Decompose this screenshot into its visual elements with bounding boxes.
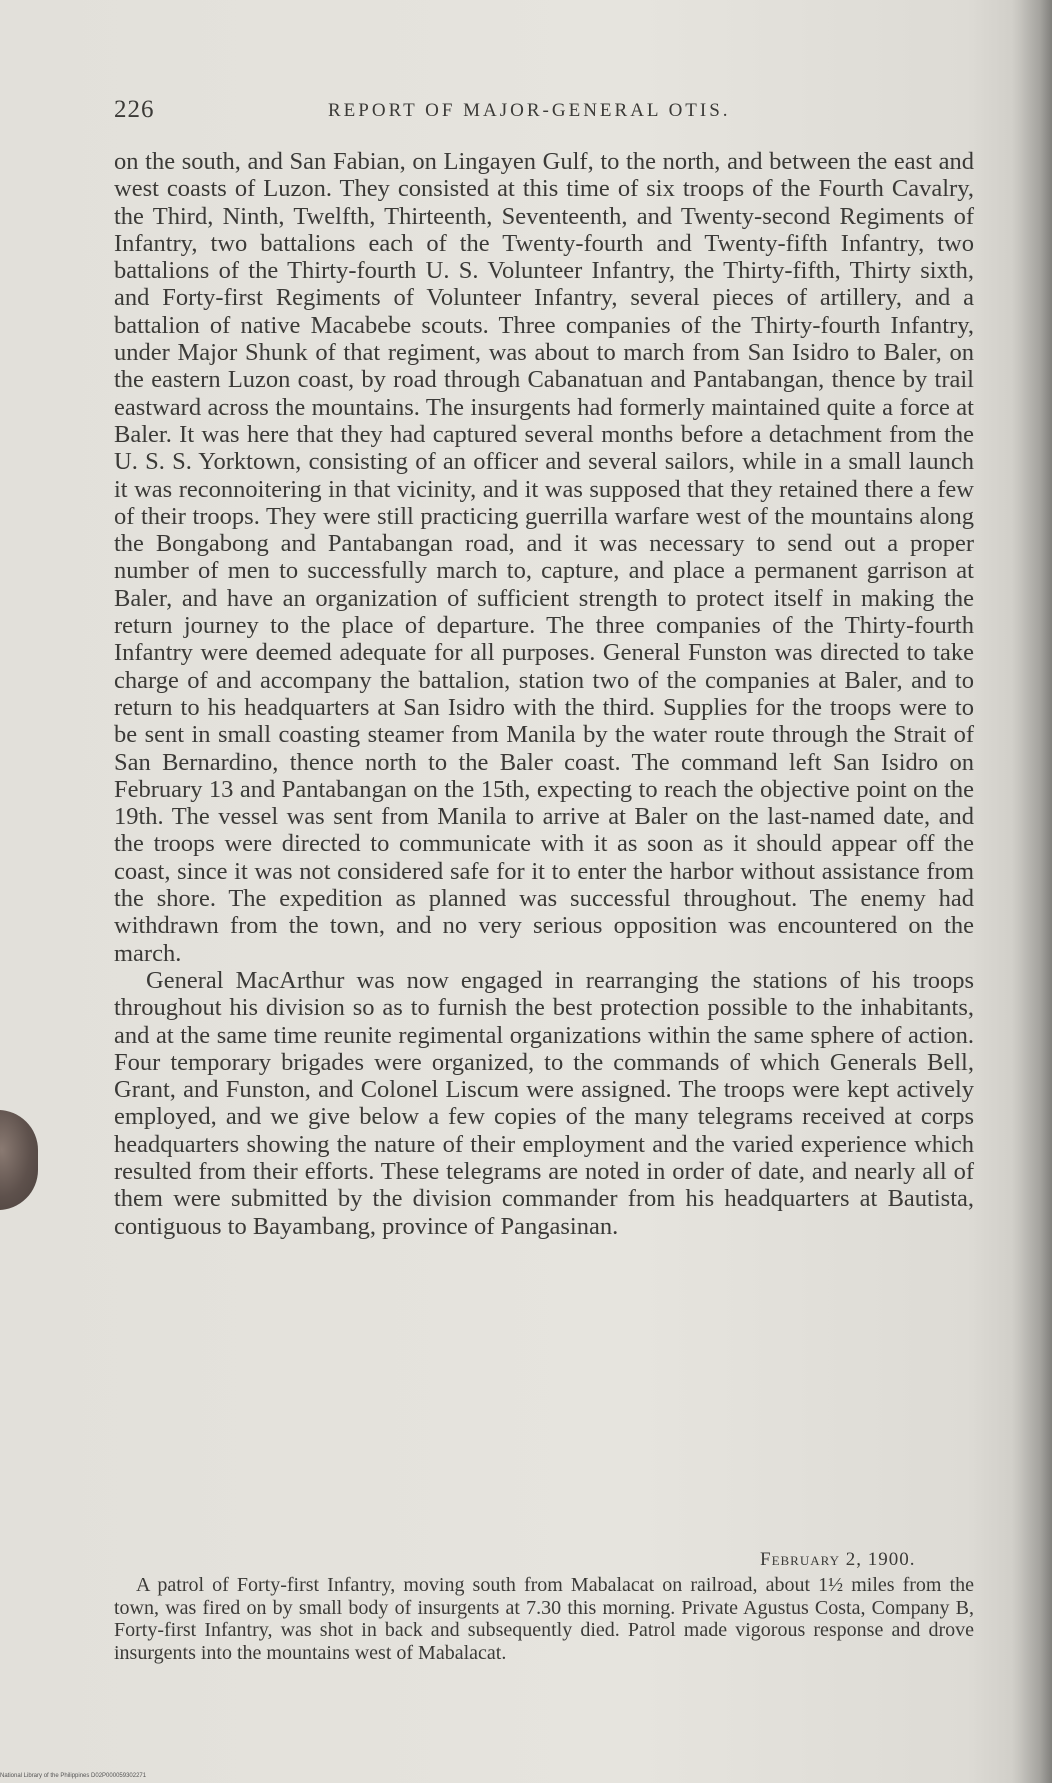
paragraph-1: on the south, and San Fabian, on Lingayen Gulf, to the north, and between the east and west coasts of Luzon. They consisted at this time of six troops of the Fourth Cavalry, the Third, Ninth, Twelfth, Thirteenth, Seventeenth, and Twenty-second Regiments of Infantry, two battalions each of the Twenty-fourth and Twenty-fifth Infantry, two battalions of the Thirty-fourth U. S. Volunteer Infantry, the Thirty-fifth, Thirty sixth, and Forty-first Regiments of Volunteer Infantry, several pieces of artillery, and a battalion of native Macabebe scouts. Three companies of the Thirty-fourth Infantry, under Major Shunk of that regiment, was about to march from San Isidro to Baler, on the eastern Luzon coast, by road through Cabanatuan and Pantabangan, thence by trail eastward across the mountains. The insurgents had formerly maintained quite a force at Baler. It was here that they had captured several months before a detachment from the U. S. S. Yorktown, consisting of an officer and several sailors, while in a small launch it was reconnoitering in that vicinity, and it was supposed that they retained there a few of their troops. They were still practicing guerrilla warfare west of the mountains along the Bongabong and Pantabangan road, and it was necessary to send out a proper number of men to successfully march to, capture, and place a permanent garrison at Baler, and have an organization of sufficient strength to protect itself in making the return journey to the place of departure. The three companies of the Thirty-fourth Infantry were deemed adequate for all purposes. General Funston was directed to take charge of and accompany the battalion, station two of the companies at Baler, and to return to his headquarters at San Isidro with the third. Supplies for the troops were to be sent in small coasting steamer from Manila by the water route through the Strait of San Bernardino, thence north to the Baler coast. The command left San Isidro on February 13 and Pantabangan on the 15th, expecting to reach the objective point on the 19th. The vessel was sent from Manila to arrive at Baler on the last-named date, and the troops were directed to communicate with it as soon as it should appear off the coast, since it was not considered safe for it to enter the harbor without assistance from the shore. The expedition as planned was successful throughout. The enemy had withdrawn from the town, and no very serious opposition was encountered on the march. — [114, 148, 974, 967]
running-head: REPORT OF MAJOR-GENERAL OTIS. — [328, 100, 731, 121]
page-header — [114, 96, 974, 128]
telegram-date: February 2, 1900. — [760, 1549, 916, 1570]
telegram-text: A patrol of Forty-first Infantry, moving south from Mabalacat on railroad, about 1½ miles from the town, was fired on by small body of insurgents at 7.30 this morning. Private Agustus Costa, Company B, Forty-first Infantry, was shot in back and subsequently died. Patrol made vigorous response and drove insurgents into the mountains west of Mabalacat. — [114, 1574, 974, 1664]
scan-credit: National Library of the Philippines D02P000059302271 — [0, 1773, 147, 1779]
body-text — [114, 148, 974, 1240]
scanner-thumb — [0, 1110, 38, 1210]
page-edge-shadow — [1012, 0, 1052, 1783]
paragraph-2: General MacArthur was now engaged in rearranging the stations of his troops throughout his division so as to furnish the best protection possible to the inhabitants, and at the same time reunite regimental organizations within the same sphere of action. Four temporary brigades were organized, to the commands of which Generals Bell, Grant, and Funston, and Colonel Liscum were assigned. The troops were kept actively employed, and we give below a few copies of the many telegrams received at corps headquarters showing the nature of their employment and the varied experience which resulted from their efforts. These telegrams are noted in order of date, and nearly all of them were submitted by the division commander from his headquarters at Bautista, contiguous to Bayambang, province of Pangasinan. — [114, 966, 974, 1240]
page-number: 226 — [114, 96, 155, 123]
